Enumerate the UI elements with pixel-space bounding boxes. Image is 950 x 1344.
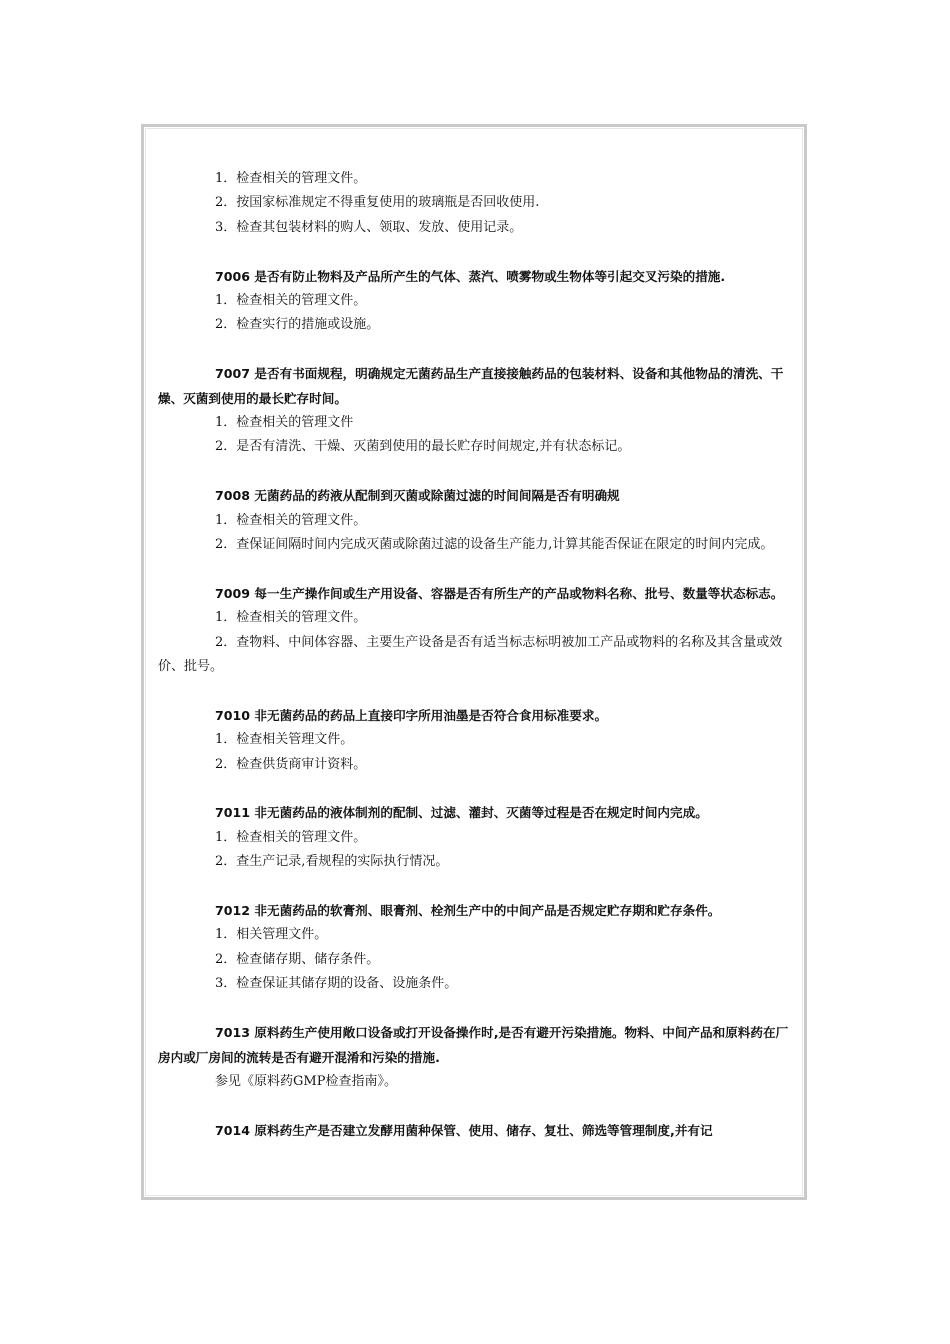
- spacer: [158, 679, 790, 703]
- list-item: 1．相关管理文件。: [215, 927, 328, 943]
- list-item: 2．是否有清洗、干燥、灭菌到使用的最长贮存时间规定,并有状态标记。: [215, 439, 631, 455]
- list-item: 1．检查相关的管理文件。: [215, 171, 367, 186]
- section-heading-7007: 7007 是否有书面规程，明确规定无菌药品生产直接接触药品的包装材料、设备和其他物品的清洗、干燥、灭菌到使用的最长贮存时间。: [158, 366, 784, 406]
- list-item: 参见《原料药GMP检查指南》。: [215, 1073, 397, 1089]
- spacer: [158, 338, 790, 362]
- list-item: 3．检查保证其储存期的设备、设施条件。: [215, 976, 458, 992]
- list-item: 2．查物料、中间体容器、主要生产设备是否有适当标志标明被加工产品或物料的名称及其含量或效价、批号。: [158, 634, 783, 675]
- list-item: 1．检查相关的管理文件。: [215, 512, 367, 528]
- list-item: 2．查保证间隔时间内完成灭菌或除菌过滤的设备生产能力,计算其能否保证在限定的时间内完成。: [215, 537, 774, 553]
- list-item: 2．按国家标准规定不得重复使用的玻璃瓶是否回收使用.: [215, 195, 540, 211]
- spacer: [158, 997, 790, 1021]
- list-item: 1．检查相关的管理文件。: [215, 829, 367, 845]
- list-item: 1．检查相关管理文件。: [215, 732, 354, 748]
- spacer: [158, 460, 790, 484]
- spacer: [158, 875, 790, 899]
- list-item: 1．检查相关的管理文件: [215, 415, 354, 431]
- section-heading-7011: 7011 非无菌药品的液体制剂的配制、过滤、灌封、灭菌等过程是否在规定时间内完成。: [215, 805, 708, 821]
- document-frame: [141, 124, 807, 1200]
- spacer: [158, 557, 790, 581]
- section-heading-7010: 7010 非无菌药品的药品上直接印字所用油墨是否符合食用标准要求。: [215, 707, 608, 723]
- list-item: 2．检查供货商审计资料。: [215, 756, 367, 772]
- section-heading-7012: 7012 非无菌药品的软膏剂、眼膏剂、栓剂生产中的中间产品是否规定贮存期和贮存条件。: [215, 903, 721, 919]
- list-item: 3．检查其包装材料的购人、领取、发放、使用记录。: [215, 219, 523, 235]
- spacer: [158, 1094, 790, 1118]
- spacer: [158, 240, 790, 264]
- list-item: 1．检查相关的管理文件。: [215, 293, 367, 309]
- section-heading-7006: 7006 是否有防止物料及产品所产生的气体、蒸汽、喷雾物或生物体等引起交叉污染的措施.: [215, 268, 726, 284]
- list-item: 2．检查储存期、储存条件。: [215, 951, 380, 967]
- section-heading-7014: 7014 原料药生产是否建立发酵用菌种保管、使用、储存、复壮、筛选等管理制度,并有记: [215, 1122, 713, 1138]
- section-heading-7009: 7009 每一生产操作间或生产用设备、容器是否有所生产的产品或物料名称、批号、数量等状态标志。: [215, 585, 784, 601]
- section-heading-7008: 7008 无菌药品的药液从配制到灭菌或除菌过滤的时间间隔是否有明确规: [215, 488, 620, 504]
- section-heading-7013: 7013 原料药生产使用敞口设备或打开设备操作时,是否有避开污染措施。物料、中间产品和原料药在厂房内或厂房间的流转是否有避开混淆和污染的措施.: [158, 1025, 789, 1065]
- document-body: [158, 167, 790, 1143]
- list-item: 2．查生产记录,看规程的实际执行情况。: [215, 854, 449, 870]
- list-item: 2．检查实行的措施或设施。: [215, 317, 380, 333]
- list-item: 1．检查相关的管理文件。: [215, 610, 367, 626]
- spacer: [158, 777, 790, 801]
